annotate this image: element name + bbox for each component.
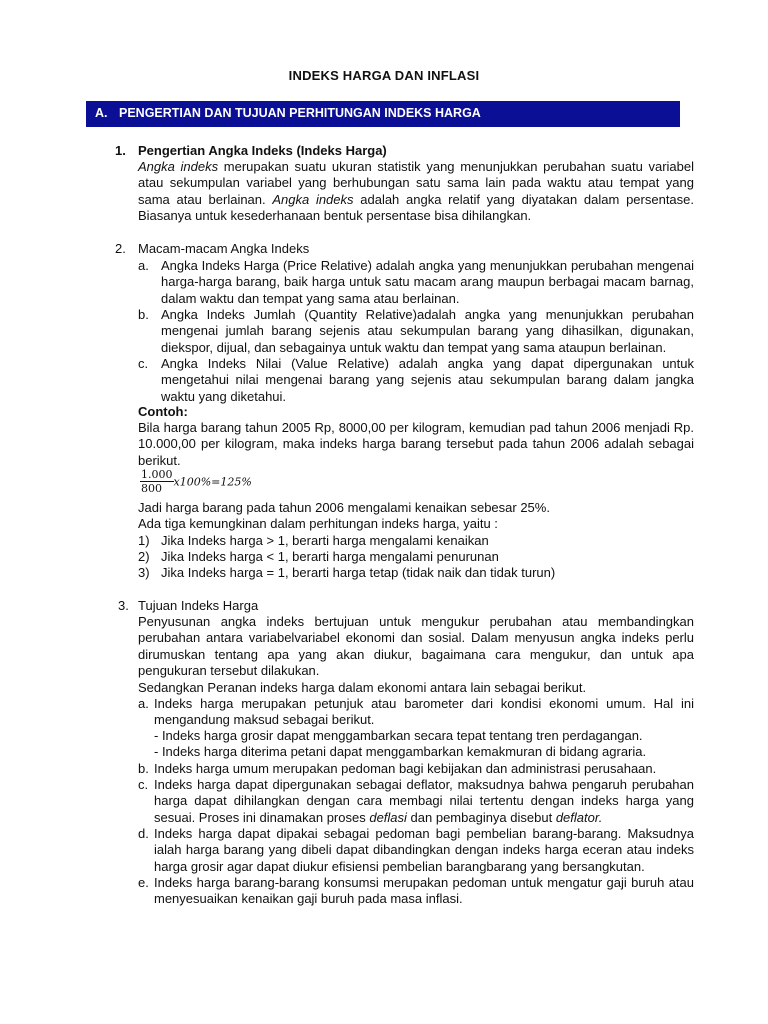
section-header-bar bbox=[86, 101, 680, 127]
three-possibilities-text: Ada tiga kemungkinan dalam perhitungan indeks harga, yaitu : bbox=[138, 516, 498, 531]
item3-a-dash2: - Indeks harga diterima petani dapat menggambarkan kemakmuran di bidang agraria. bbox=[154, 744, 647, 759]
item3-c-text2: dan pembaginya disebut bbox=[406, 809, 556, 825]
section-letter: A. bbox=[95, 106, 108, 120]
formula-denominator: 800 bbox=[141, 482, 162, 495]
item2-b-text: Angka Indeks Jumlah (Quantity Relative)adalah angka yang menunjukkan perubahan mengenai jumlah barang sejenis atau sekumpulan barang yang dihasilkan, digunakan, diekspor, dijual, dan sebagainya untuk waktu dan tempat yang sama ataupun berlainan. bbox=[161, 307, 694, 355]
result-text: Jadi harga barang pada tahun 2006 mengalami kenaikan sebesar 25%. bbox=[138, 500, 550, 515]
item3-peranan-text: Sedangkan Peranan indeks harga dalam ekonomi antara lain sebagai berikut. bbox=[138, 680, 587, 695]
item2-heading: Macam-macam Angka Indeks bbox=[138, 241, 310, 256]
item3-c-text: Indeks harga dapat dipergunakan sebagai deflator, maksudnya bahwa pengaruh perubahan harga dapat dihilangkan dengan cara membagi nilai tertentu dengan indeks harga yang sesuai. Proses ini dinamakan proses bbox=[154, 777, 694, 825]
item3-e-text: Indeks harga barang-barang konsumsi merupakan pedoman untuk mengatur gaji buruh atau menyesuaikan kenaikan gaji buruh pada masa inflasi. bbox=[154, 875, 694, 907]
case1-text: Jika Indeks harga > 1, berarti harga mengalami kenaikan bbox=[161, 533, 489, 548]
item3-a-text: Indeks harga merupakan petunjuk atau barometer dari kondisi ekonomi umum. Hal ini mengandung maksud sebagai berikut. bbox=[154, 696, 694, 728]
item3-paragraph: Penyusunan angka indeks bertujuan untuk mengukur perubahan atau membandingkan perubahan antara variabelvariabel ekonomi dan sosial. Dalam menyusun angka indeks perlu dirumuskan tentang apa yang akan diukur, bagaimana cara mengukur, dan untuk apa pengukuran tersebut dilakukan. bbox=[138, 614, 694, 679]
item3-c-deflator: deflator. bbox=[555, 809, 603, 825]
item1-text: merupakan suatu ukuran statistik yang menunjukkan perubahan suatu variabel atau sekumpulan variabel yang berhubungan satu sama lain pada waktu atau tempat yang sama atau berlainan. bbox=[138, 159, 694, 207]
item1-paragraph bbox=[138, 159, 694, 225]
formula-rest: x100%=125% bbox=[173, 475, 252, 489]
item2-c-text: Angka Indeks Nilai (Value Relative) adalah angka yang dapat dipergunakan untuk mengetahui nilai mengenai barang yang sejenis atau sekumpulan barang dalam jangka waktu yang diketahui. bbox=[161, 356, 694, 404]
item1-heading: Pengertian Angka Indeks (Indeks Harga) bbox=[138, 143, 387, 158]
case2-text: Jika Indeks harga < 1, berarti harga mengalami penurunan bbox=[161, 549, 499, 564]
item3-a-dash1: - Indeks harga grosir dapat menggambarkan secara tepat tentang tren perdagangan. bbox=[154, 728, 643, 743]
item3-b-marker: b. bbox=[138, 761, 149, 776]
item1-term: Angka indeks bbox=[138, 159, 219, 174]
item2-a-marker: a. bbox=[138, 258, 149, 273]
item3-a-marker: a. bbox=[138, 696, 149, 711]
item3-number: 3. bbox=[118, 598, 129, 613]
item2-b-marker: b. bbox=[138, 307, 149, 322]
case2-marker: 2) bbox=[138, 549, 150, 564]
item2-c-marker: c. bbox=[138, 356, 149, 371]
item1-term2: Angka indeks bbox=[272, 191, 354, 207]
formula-numerator: 1.000 bbox=[141, 468, 173, 481]
item3-d-marker: d. bbox=[138, 826, 149, 841]
section-title: PENGERTIAN DAN TUJUAN PERHITUNGAN INDEKS HARGA bbox=[119, 106, 481, 120]
case3-text: Jika Indeks harga = 1, berarti harga tetap (tidak naik dan tidak turun) bbox=[161, 565, 556, 580]
item3-e-marker: e. bbox=[138, 875, 149, 890]
document-title: INDEKS HARGA DAN INFLASI bbox=[288, 68, 480, 83]
item2-a-text: Angka Indeks Harga (Price Relative) adalah angka yang menunjukkan perubahan mengenai harga-harga barang, baik harga untuk satu macam arang maupun berbagai macam barnag, dalam waktu dan tempat yang sama atau berlainan. bbox=[161, 258, 694, 306]
case1-marker: 1) bbox=[138, 533, 150, 548]
item3-b-text: Indeks harga umum merupakan pedoman bagi kebijakan dan administrasi perusahaan. bbox=[154, 761, 657, 776]
item1-text2: adalah angka relatif yang diyatakan dalam persentase. Biasanya untuk kesederhanaan bentuk persentase bisa dihilangkan. bbox=[138, 191, 694, 224]
formula-fraction bbox=[140, 468, 174, 495]
item2-number: 2. bbox=[115, 241, 126, 256]
item3-d-text: Indeks harga dapat dipakai sebagai pedoman bagi pembelian barang-barang. Maksudnya ialah harga barang yang dibeli dapat dibandingkan dengan indeks harga eceran atau indeks harga grosir agar dapat diukur efisiensi pembelian barangbarang yang bersangkutan. bbox=[154, 826, 694, 874]
item3-heading: Tujuan Indeks Harga bbox=[138, 598, 259, 613]
contoh-text: Bila harga barang tahun 2005 Rp, 8000,00 per kilogram, kemudian pad tahun 2006 menjadi Rp. 10.000,00 per kilogram, maka indeks harga barang tersebut pada tahun 2006 adalah sebagai berikut. bbox=[138, 420, 694, 468]
item3-c-deflasi: deflasi bbox=[369, 809, 407, 825]
item3-c-paragraph bbox=[154, 777, 694, 826]
case3-marker: 3) bbox=[138, 565, 150, 580]
item3-c-marker: c. bbox=[138, 777, 149, 792]
item1-number: 1. bbox=[115, 143, 126, 158]
contoh-label: Contoh: bbox=[138, 404, 188, 419]
index-formula bbox=[140, 468, 252, 495]
